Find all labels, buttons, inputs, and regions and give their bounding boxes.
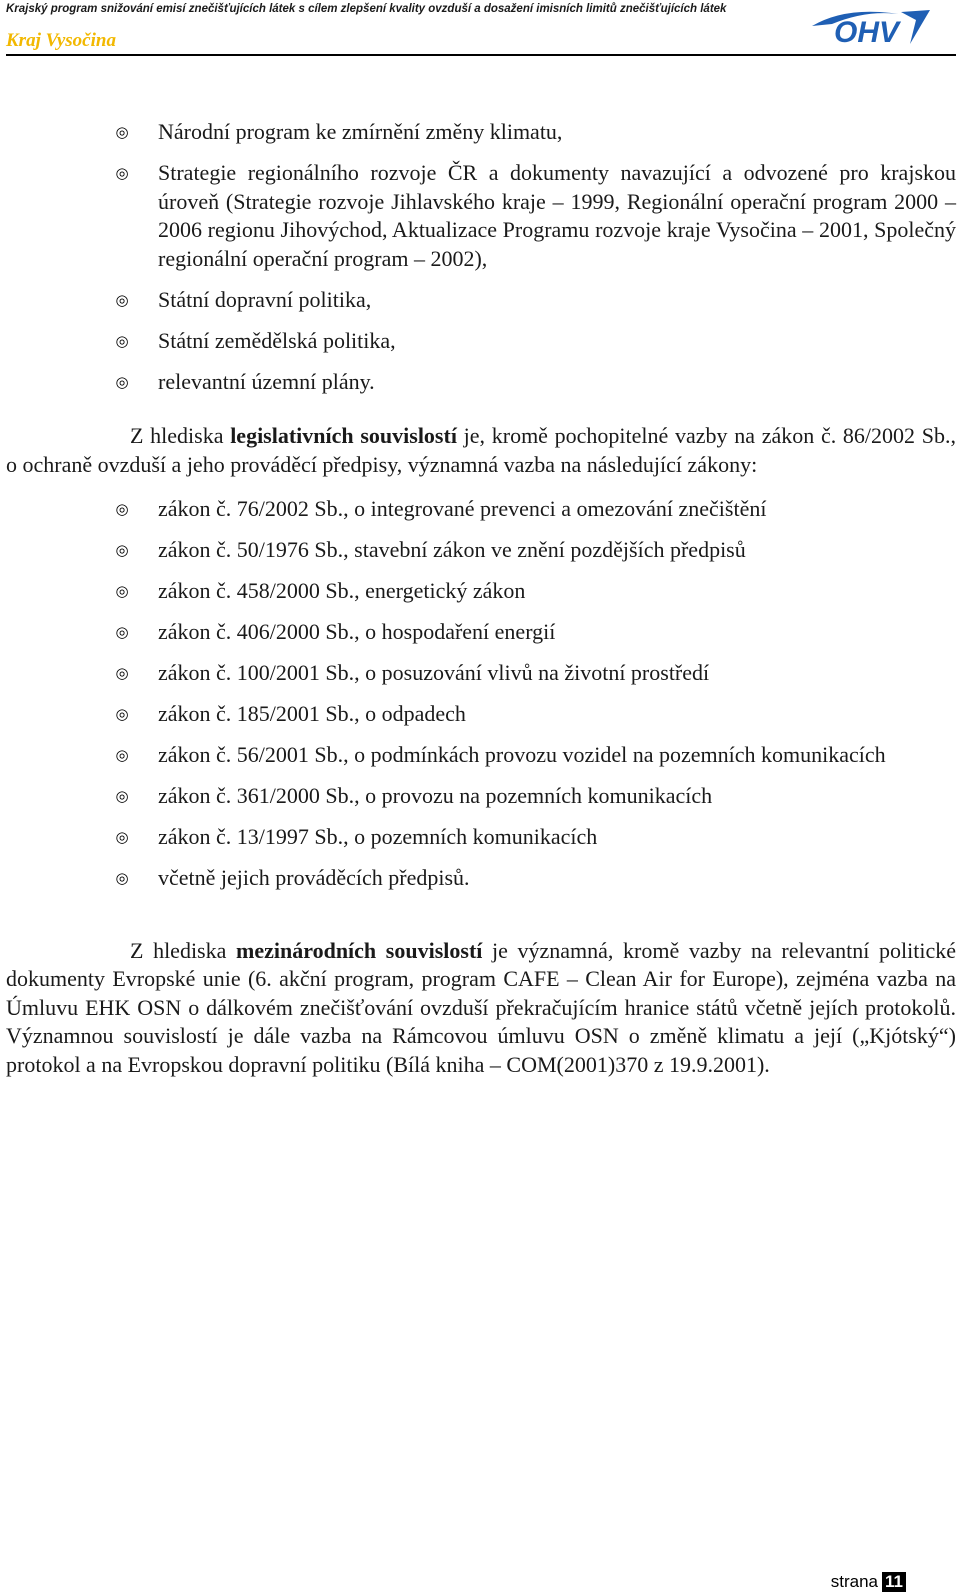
list-item-text: zákon č. 56/2001 Sb., o podmínkách provozu vozidel na pozemních komunikacích [158,742,886,767]
list-item-text: relevantní územní plány. [158,368,375,394]
law-item [6,495,956,524]
list-item-text: zákon č. 361/2000 Sb., o provozu na pozemních komunikacích [158,783,713,808]
header-rule [6,54,956,56]
list-item-text: zákon č. 100/2001 Sb., o posuzování vlivů na životní prostředí [158,660,710,685]
laws-list [6,495,956,893]
bullet-icon: ◎ [115,372,129,391]
legislation-paragraph [6,422,956,479]
law-item [6,577,956,606]
bullet-icon: ◎ [115,331,129,350]
bullet-icon: ◎ [115,500,129,518]
international-paragraph [6,937,956,1080]
international-bold: mezinárodních souvislostí [236,937,483,963]
legislation-bold: legislativních souvislostí [230,423,457,448]
list-item-text: Národní program ke zmírnění změny klimatu, [158,119,563,144]
law-item [6,782,956,811]
strategy-item [6,327,956,356]
svg-text:OHV: OHV [834,16,900,48]
document-body [6,118,956,1079]
bullet-icon: ◎ [115,869,129,887]
law-item [6,864,956,893]
international-rest: je významná, kromě vazby na relevantní politické dokumenty Evropské unie (6. akční program, program CAFE – Clean Air for Europe), zejména vazba na Úmluvu EHK OSN o dálkovém znečišťování ovzduší překračujícím hranice států včetně jejích protokolů. Významnou souvislostí je dále vazba na Rámcovou úmluvu OSN o změně klimatu a její („Kjótský“) protokol a na Evropskou dopravní politiku (Bílá kniha – COM(2001)370 z 19.9.2001). [6,937,956,1077]
list-item-text: zákon č. 50/1976 Sb., stavební zákon ve znění pozdějších předpisů [158,537,746,562]
bullet-icon: ◎ [115,664,129,682]
list-item-text: zákon č. 458/2000 Sb., energetický zákon [158,578,526,603]
page-label: strana [830,1572,879,1591]
list-item-text: zákon č. 76/2002 Sb., o integrované prevenci a omezování znečištění [158,496,767,521]
header-region: Kraj Vysočina [6,30,116,51]
list-item-text: zákon č. 406/2000 Sb., o hospodaření energií [158,619,556,644]
page-number: 11 [882,1572,906,1592]
bullet-icon: ◎ [115,290,129,309]
header-subtitle: Krajský program snižování emisí znečišťujících látek s cílem zlepšení kvality ovzduší a dosažení imisních limitů znečišťujících látek [6,3,727,15]
law-item [6,823,956,852]
bullet-icon: ◎ [115,828,129,846]
bullet-icon: ◎ [115,582,129,600]
strategy-item [6,118,956,147]
strategy-item [6,368,956,397]
page-footer [831,1572,906,1592]
strategy-item [6,286,956,315]
law-item [6,700,956,729]
strategy-item [6,159,956,273]
law-item [6,659,956,688]
ohv-logo [806,4,936,48]
bullet-icon: ◎ [115,787,129,805]
international-lead: Z hlediska [130,937,237,963]
list-item-text: Strategie regionálního rozvoje ČR a dokumenty navazující a odvozené pro krajskou úroveň (Strategie rozvoje Jihlavského kraje – 1999, Regionální operační program 2000 – 2006 regionu Jihovýchod, Aktualizace Programu rozvoje kraje Vysočina – 2001, Společný regionální operační program – 2002), [158,160,956,271]
bullet-icon: ◎ [115,541,129,559]
bullet-icon: ◎ [115,746,129,764]
strategy-list [6,118,956,396]
list-item-text: zákon č. 13/1997 Sb., o pozemních komunikacích [158,824,598,849]
page-header [6,0,956,56]
bullet-icon: ◎ [115,164,129,182]
bullet-icon: ◎ [115,123,129,141]
legislation-rest: je, kromě pochopitelné vazby na zákon č. 86/2002 Sb., o ochraně ovzduší a jeho prováděcí předpisy, významná vazba na následující zákony: [6,423,956,477]
legislation-lead: Z hlediska [130,423,231,448]
list-item-text: Státní dopravní politika, [158,286,372,312]
list-item-text: zákon č. 185/2001 Sb., o odpadech [158,701,466,726]
bullet-icon: ◎ [115,705,129,723]
law-item [6,618,956,647]
list-item-text: Státní zemědělská politika, [158,327,396,353]
bullet-icon: ◎ [115,623,129,641]
law-item [6,536,956,565]
law-item [6,741,956,770]
list-item-text: včetně jejich prováděcích předpisů. [158,865,470,890]
